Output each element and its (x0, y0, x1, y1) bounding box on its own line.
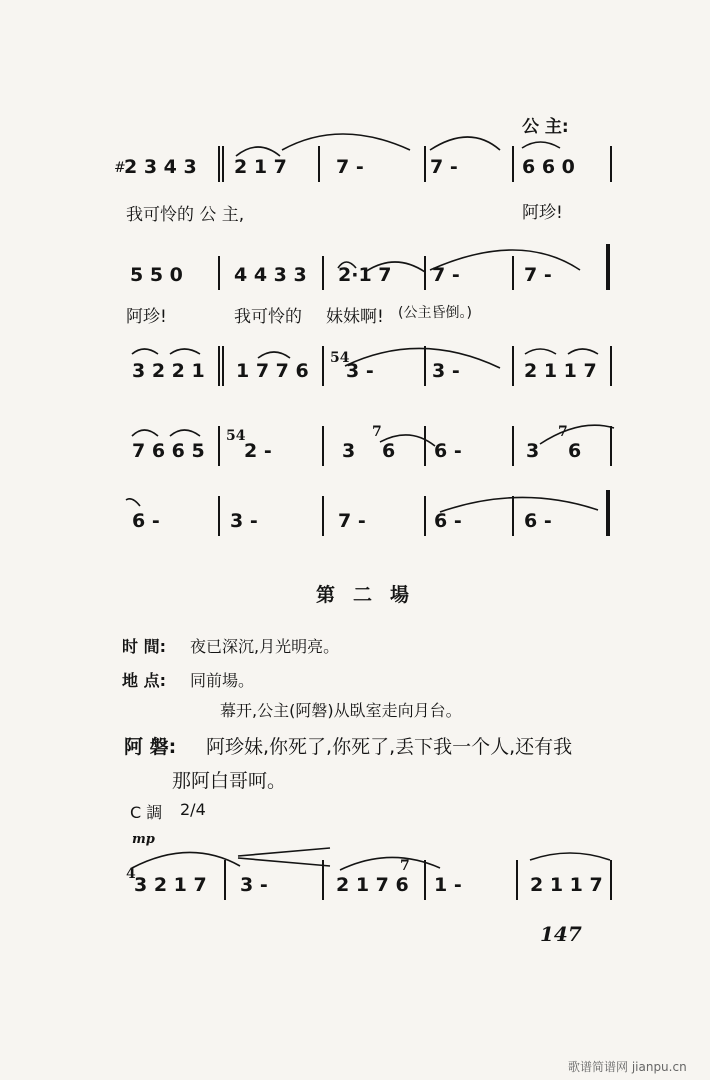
r4-measure-1: 7 6 6 5 (132, 440, 205, 462)
r6-measure-5: 2 1 1 7 (530, 874, 603, 896)
barline (222, 346, 224, 386)
barline (424, 860, 426, 900)
r4-measure-2: 2 - (244, 440, 272, 462)
barline (610, 860, 612, 900)
stage-direction: 幕开,公主(阿磐)从臥室走向月台。 (220, 701, 462, 720)
speech-line-2: 那阿白哥呵。 (172, 770, 287, 792)
r2-lyric-d: (公主昏倒。) (398, 305, 472, 321)
barline (322, 256, 324, 290)
barline (224, 860, 226, 900)
r3-grace: 54 (330, 350, 350, 366)
r4-measure-5: 3 (526, 440, 540, 462)
barline (610, 146, 612, 182)
r4-m5-grace: 7 (558, 424, 568, 440)
speaker-apan: 阿 磐: (124, 736, 177, 758)
barline (424, 256, 426, 290)
r6-measure-2: 3 - (240, 874, 268, 896)
barline (424, 496, 426, 536)
barline (322, 860, 324, 900)
place-label: 地 点: (122, 671, 166, 690)
double-barline (606, 490, 610, 536)
r4-measure-3: 3 (342, 440, 356, 462)
time-text: 夜已深沉,月光明亮。 (190, 637, 340, 656)
r5-measure-2: 3 - (230, 510, 258, 532)
key-signature: C 調 (130, 803, 163, 822)
double-barline (606, 244, 610, 290)
barline (218, 256, 220, 290)
barline (424, 346, 426, 386)
r4-measure-5b: 6 (568, 440, 582, 462)
time-signature: 2/4 (180, 800, 206, 819)
barline (512, 426, 514, 466)
r3-measure-3: 3 - (346, 360, 374, 382)
barline (610, 426, 612, 466)
r4-m3-grace: 7 (372, 424, 382, 440)
r2-measure-1: 5 5 0 (130, 264, 183, 286)
r5-measure-4: 6 - (434, 510, 462, 532)
r2-measure-3: 2·1 7 (338, 264, 392, 286)
r5-measure-5: 6 - (524, 510, 552, 532)
r2-lyric-c: 妹妹啊! (326, 307, 384, 327)
r6-m3-grace: 7 (400, 858, 410, 874)
barline (516, 860, 518, 900)
r1-measure-4: 7 - (430, 156, 458, 178)
r4-measure-3b: 6 (382, 440, 396, 462)
r1-measure-3: 7 - (336, 156, 364, 178)
r2-lyric-b: 我可怜的 (234, 307, 302, 327)
barline (512, 496, 514, 536)
barline (512, 346, 514, 386)
barline (610, 346, 612, 386)
place-text: 同前場。 (190, 671, 255, 690)
barline (218, 346, 220, 386)
r5-measure-3: 7 - (338, 510, 366, 532)
r1-measure-2: 2 1 7 (234, 156, 287, 178)
r3-measure-1: 3 2 2 1 (132, 360, 205, 382)
dynamic-mark: mp (132, 832, 155, 847)
r3-measure-5: 2 1 1 7 (524, 360, 597, 382)
page-number: 147 (540, 922, 582, 946)
barline (222, 146, 224, 182)
barline (218, 146, 220, 182)
barline (218, 496, 220, 536)
r4-grace: 54 (226, 428, 246, 444)
speaker-gongzhu: 公 主: (522, 117, 569, 137)
barline (322, 426, 324, 466)
r1-measure-1: 2 3 4 3 (124, 156, 197, 178)
barline (318, 146, 320, 182)
r5-measure-1: 6 - (132, 510, 160, 532)
r2-lyric-a: 阿珍! (126, 307, 167, 327)
r6-measure-4: 1 - (434, 874, 462, 896)
barline (322, 346, 324, 386)
sharp-mark: # (114, 160, 126, 176)
scene-title: 第二場 (316, 584, 428, 606)
r3-measure-4: 3 - (432, 360, 460, 382)
barline (512, 146, 514, 182)
r6-measure-3: 2 1 7 6 (336, 874, 409, 896)
r6-measure-1: 3 2 1 7 (134, 874, 207, 896)
barline (218, 426, 220, 466)
r3-measure-2: 1 7 7 6 (236, 360, 309, 382)
barline (322, 496, 324, 536)
r2-measure-2: 4 4 3 3 (234, 264, 307, 286)
barline (512, 256, 514, 290)
r1-lyric-a: 我可怜的 公 主, (126, 205, 245, 225)
watermark: 歌谱简谱网 jianpu.cn (568, 1060, 687, 1074)
speech-line-1: 阿珍妹,你死了,你死了,丢下我一个人,还有我 (206, 736, 573, 758)
time-label: 时 間: (122, 637, 166, 656)
r1-measure-5: 6 6 0 (522, 156, 575, 178)
r2-measure-4: 7 - (432, 264, 460, 286)
r4-measure-4: 6 - (434, 440, 462, 462)
r1-lyric-b: 阿珍! (522, 203, 563, 223)
barline (424, 146, 426, 182)
r6-grace: 4 (126, 866, 136, 882)
r2-measure-5: 7 - (524, 264, 552, 286)
barline (424, 426, 426, 466)
